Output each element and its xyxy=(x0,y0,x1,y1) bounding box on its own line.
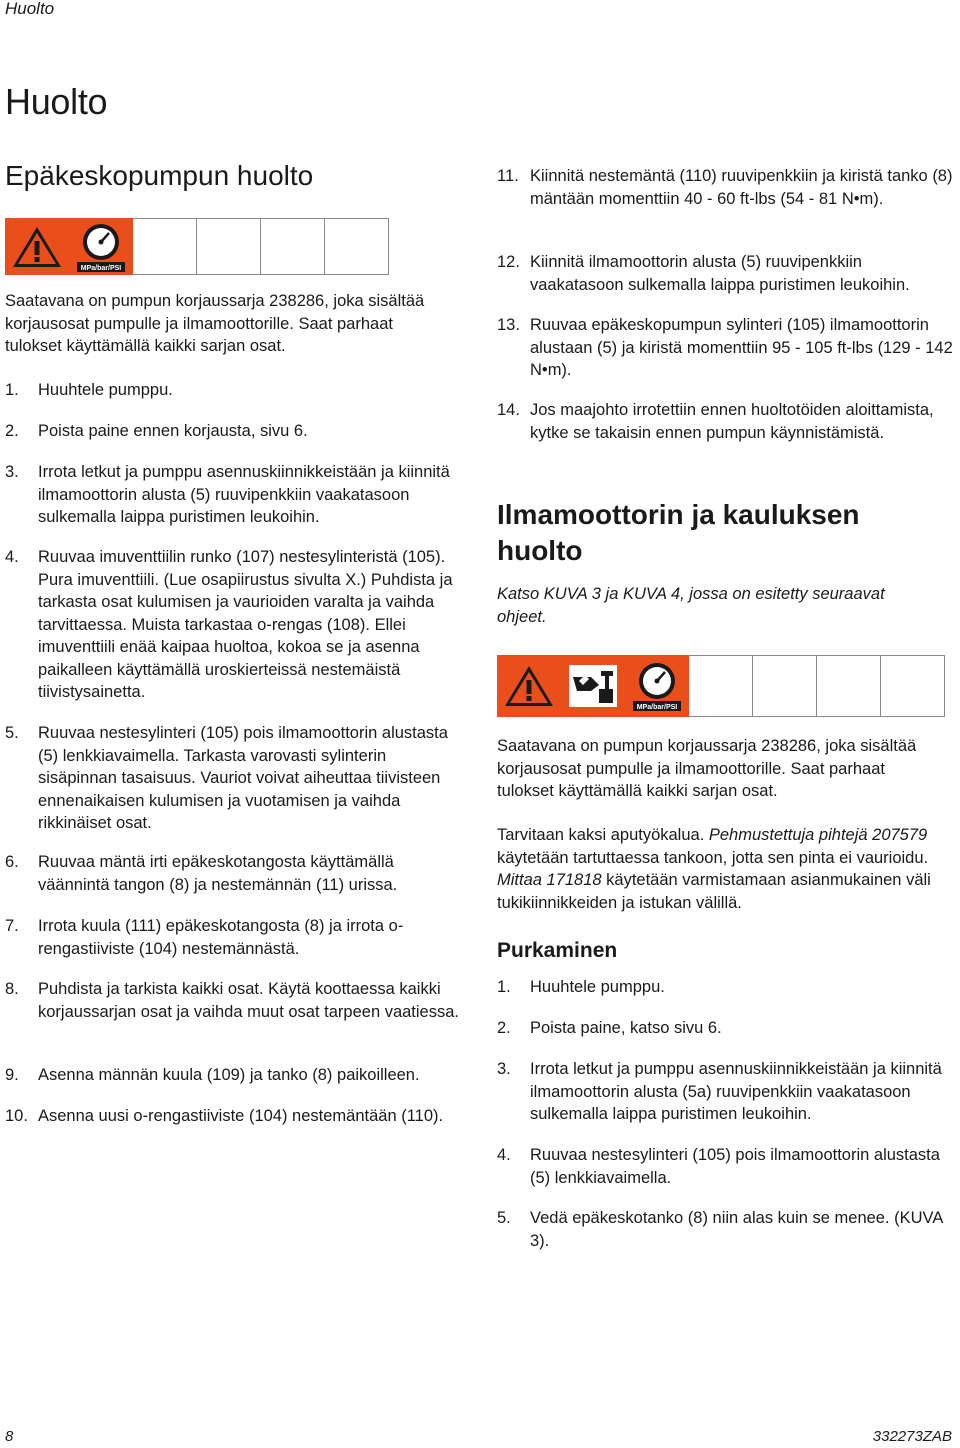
empty-icon-cell xyxy=(817,655,881,717)
document-code: 332273ZAB xyxy=(872,1428,952,1445)
empty-icon-cell xyxy=(325,218,389,275)
list-item: 1. Huuhtele pumppu. xyxy=(497,978,665,996)
page-title: Huolto xyxy=(5,81,108,122)
section-title-pump-service: Epäkeskopumpun huolto xyxy=(5,160,314,191)
empty-icon-cell xyxy=(753,655,817,717)
pressure-gauge-icon xyxy=(69,218,133,275)
list-item: 2. Poista paine ennen korjausta, sivu 6. xyxy=(5,422,308,440)
running-header: Huolto xyxy=(5,0,55,18)
list-item: 5. Ruuvaa nestesylinteri (105) pois ilmamoottorin alustasta (5) lenkkiavaimella. Tarkasta varovasti sylinterin sisäpinnan tasaisuus. Vauriot voivat aiheuttaa tiivisteen ennenaikaisen kulumisen ja vuotamisen ja vaihda rikkinäiset osat. xyxy=(5,724,448,832)
list-item: 4. Ruuvaa nestesylinteri (105) pois ilmamoottorin alustasta (5) lenkkiavaimella. xyxy=(497,1146,940,1187)
list-item: 9. Asenna männän kuula (109) ja tanko (8) paikoilleen. xyxy=(5,1066,420,1084)
figure-reference-note: Katso KUVA 3 ja KUVA 4, jossa on esitetty seuraavat ohjeet. xyxy=(497,585,885,626)
list-item: 12. Kiinnitä ilmamoottorin alusta (5) ruuvipenkkiin vaakatasoon sulkemalla laippa puristimen leukoihin. xyxy=(497,253,910,294)
list-item: 8. Puhdista ja tarkista kaikki osat. Käytä koottaessa kaikki korjaussarjan osat ja vaihda muut osat tarpeen vaatiessa. xyxy=(5,980,459,1021)
pressure-gauge-icon xyxy=(625,655,689,717)
hand-pinch-icon xyxy=(561,655,625,717)
list-item: 1. Huuhtele pumppu. xyxy=(5,381,173,399)
warning-triangle-icon xyxy=(497,655,561,717)
list-item: 7. Irrota kuula (111) epäkeskotangosta (8) ja irrota o-rengastiiviste (104) nestemännästä. xyxy=(5,917,404,958)
list-item: 2. Poista paine, katso sivu 6. xyxy=(497,1019,722,1037)
list-item: 3. Irrota letkut ja pumppu asennuskiinnikkeistään ja kiinnitä ilmamoottorin alusta (5) ruuvipenkkiin vaakatasoon sulkemalla laippa puristimen leukoihin. xyxy=(5,463,450,526)
list-item: 3. Irrota letkut ja pumppu asennuskiinnikkeistään ja kiinnitä ilmamoottorin alusta (5a) ruuvipenkkiin vaakatasoon sulkemalla laippa puristimen leukoihin. xyxy=(497,1060,942,1123)
list-item: 14. Jos maajohto irrotettiin ennen huoltotöiden aloittamista, kytke se takaisin ennen pumpun käynnistämistä. xyxy=(497,401,934,442)
empty-icon-cell xyxy=(261,218,325,275)
empty-icon-cell xyxy=(881,655,945,717)
list-item: 6. Ruuvaa mäntä irti epäkeskotangosta käyttämällä väännintä tangon (8) ja nestemännän (11) urissa. xyxy=(5,853,398,894)
warning-triangle-icon xyxy=(5,218,69,275)
list-item: 11. Kiinnitä nestemäntä (110) ruuvipenkkiin ja kiristä tanko (8) mäntään momenttiin 40 - 60 ft-lbs (54 - 81 N•m). xyxy=(497,167,953,208)
intro-paragraph: Saatavana on pumpun korjaussarja 238286, joka sisältää korjausosat pumpulle ja ilmamoottorille. Saat parhaat tulokset käyttämällä kaikki sarjan osat. xyxy=(5,292,425,355)
tools-paragraph: Tarvitaan kaksi aputyökalua. Pehmustettuja pihtejä 207579 käytetään tartuttaessa tankoon, jotta sen pinta ei vaurioidu. Mittaa 171818 käytetään varmistamaan asianmukainen väli tukikiinnikkeiden ja istukan välillä. xyxy=(497,826,931,912)
list-item: 10. Asenna uusi o-rengastiiviste (104) nestemäntään (110). xyxy=(5,1107,444,1125)
warning-icon-strip xyxy=(5,218,389,275)
intro-paragraph: Saatavana on pumpun korjaussarja 238286, joka sisältää korjausosat pumpulle ja ilmamoottorille. Saat parhaat tulokset käyttämällä kaikki sarjan osat. xyxy=(497,737,917,800)
gauge-label: MPa/bar/PSI xyxy=(636,704,677,711)
gauge-label: MPa/bar/PSI xyxy=(80,264,121,272)
list-item: 4. Ruuvaa imuventtiilin runko (107) nestesylinteristä (105). Pura imuventtiili. (Lue osapiirustus sivulta X.) Puhdista ja tarkasta osat kulumisen ja vaurioiden varalta ja vaihda tarvittaessa. Muista tarkastaa o-rengas (108). Ellei imuventtiili enää kaipaa huoltoa, kokoa se ja asenna paikalleen käyttämällä uroskierteissä nestemäistä tiivistysainetta. xyxy=(5,548,453,701)
empty-icon-cell xyxy=(133,218,197,275)
list-item: 5. Vedä epäkeskotanko (8) niin alas kuin se menee. (KUVA 3). xyxy=(497,1209,943,1250)
subheading-disassembly: Purkaminen xyxy=(497,939,618,962)
section-title-motor-service: Ilmamoottorin ja kauluksen huolto xyxy=(497,499,860,566)
empty-icon-cell xyxy=(197,218,261,275)
warning-icon-strip xyxy=(497,655,945,717)
page-number: 8 xyxy=(5,1428,14,1445)
empty-icon-cell xyxy=(689,655,753,717)
list-item: 13. Ruuvaa epäkeskopumpun sylinteri (105) ilmamoottorin alustaan (5) ja kiristä momenttiin 95 - 105 ft-lbs (129 - 142 N•m). xyxy=(497,316,953,379)
